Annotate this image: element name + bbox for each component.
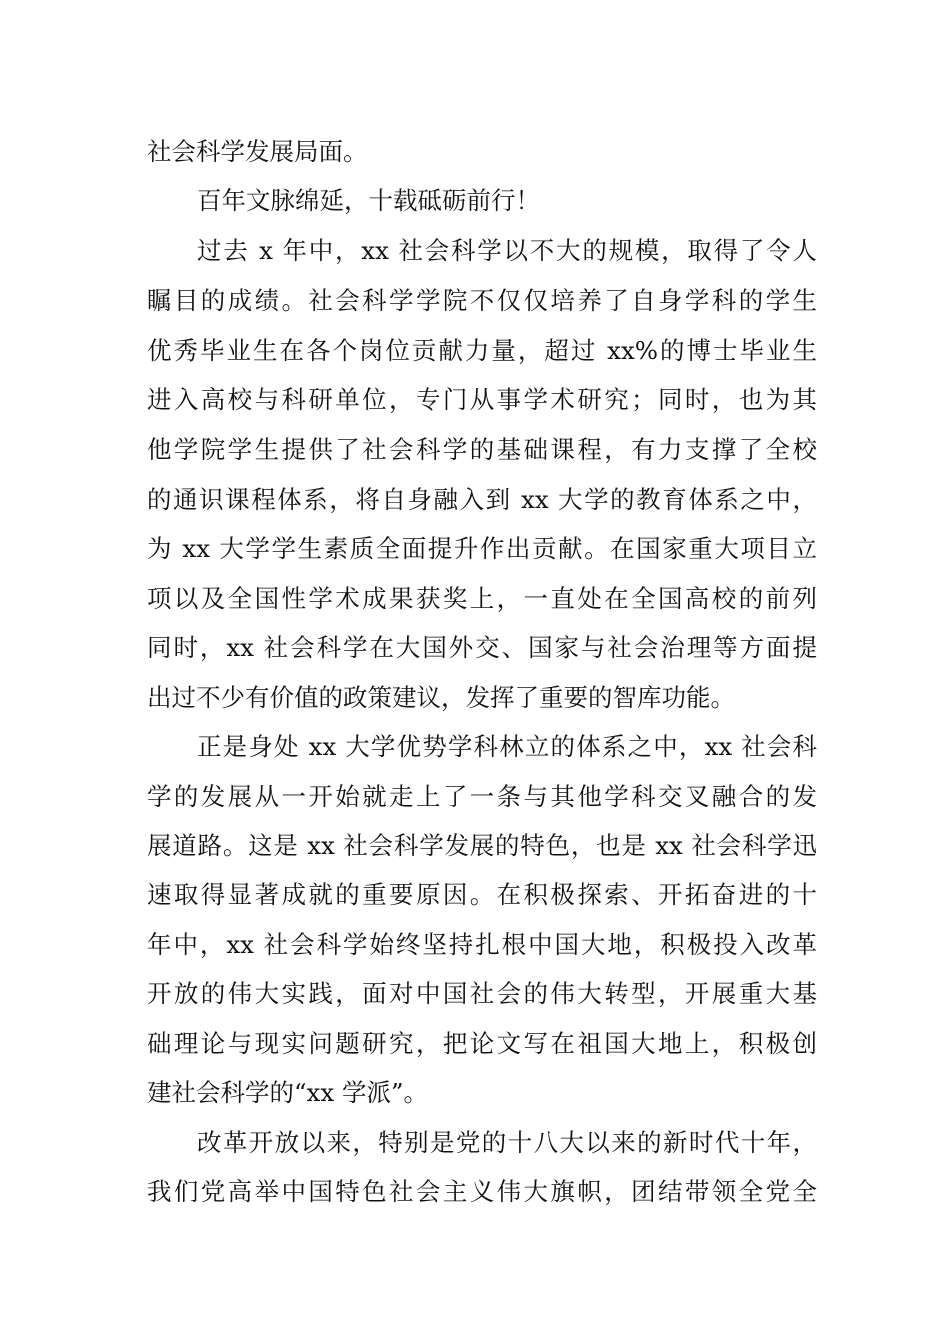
text-line: 开放的伟大实践，面对中国社会的伟大转型，开展重大基 — [147, 979, 817, 1008]
text-line: 社会科学发展局面。 — [147, 137, 368, 166]
text-line: 速取得显著成就的重要原因。在积极探索、开拓奋进的十 — [147, 880, 817, 909]
text-line: 年中，xx 社会科学始终坚持扎根中国大地，积极投入改革 — [147, 930, 817, 959]
text-line: 建社会科学的“xx 学派”。 — [147, 1078, 428, 1107]
text-line: 为 xx 大学学生素质全面提升作出贡献。在国家重大项目立 — [147, 534, 817, 563]
text-line: 正是身处 xx 大学优势学科林立的体系之中，xx 社会科 — [197, 732, 817, 761]
text-line: 学的发展从一开始就走上了一条与其他学科交叉融合的发 — [147, 782, 817, 811]
text-line: 他学院学生提供了社会科学的基础课程，有力支撑了全校 — [147, 435, 817, 464]
text-line: 改革开放以来，特别是党的十八大以来的新时代十年， — [197, 1128, 817, 1157]
text-line: 础理论与现实问题研究，把论文写在祖国大地上，积极创 — [147, 1029, 817, 1058]
text-line: 百年文脉绵延，十载砥砺前行！ — [197, 186, 540, 215]
text-line: 进入高校与科研单位，专门从事学术研究；同时，也为其 — [147, 385, 817, 414]
text-line: 优秀毕业生在各个岗位贡献力量，超过 xx%的博士毕业生 — [147, 336, 817, 365]
text-line: 的通识课程体系，将自身融入到 xx 大学的教育体系之中， — [147, 485, 817, 514]
text-line: 我们党高举中国特色社会主义伟大旗帜，团结带领全党全 — [147, 1177, 817, 1206]
text-line: 出过不少有价值的政策建议，发挥了重要的智库功能。 — [147, 683, 735, 712]
text-line: 展道路。这是 xx 社会科学发展的特色，也是 xx 社会科学迅 — [147, 831, 817, 860]
text-line: 过去 x 年中，xx 社会科学以不大的规模，取得了令人 — [197, 236, 817, 265]
text-line: 项以及全国性学术成果获奖上，一直处在全国高校的前列 — [147, 584, 817, 613]
text-line: 瞩目的成绩。社会科学学院不仅仅培养了自身学科的学生 — [147, 286, 817, 315]
text-line: 同时，xx 社会科学在大国外交、国家与社会治理等方面提 — [147, 633, 817, 662]
